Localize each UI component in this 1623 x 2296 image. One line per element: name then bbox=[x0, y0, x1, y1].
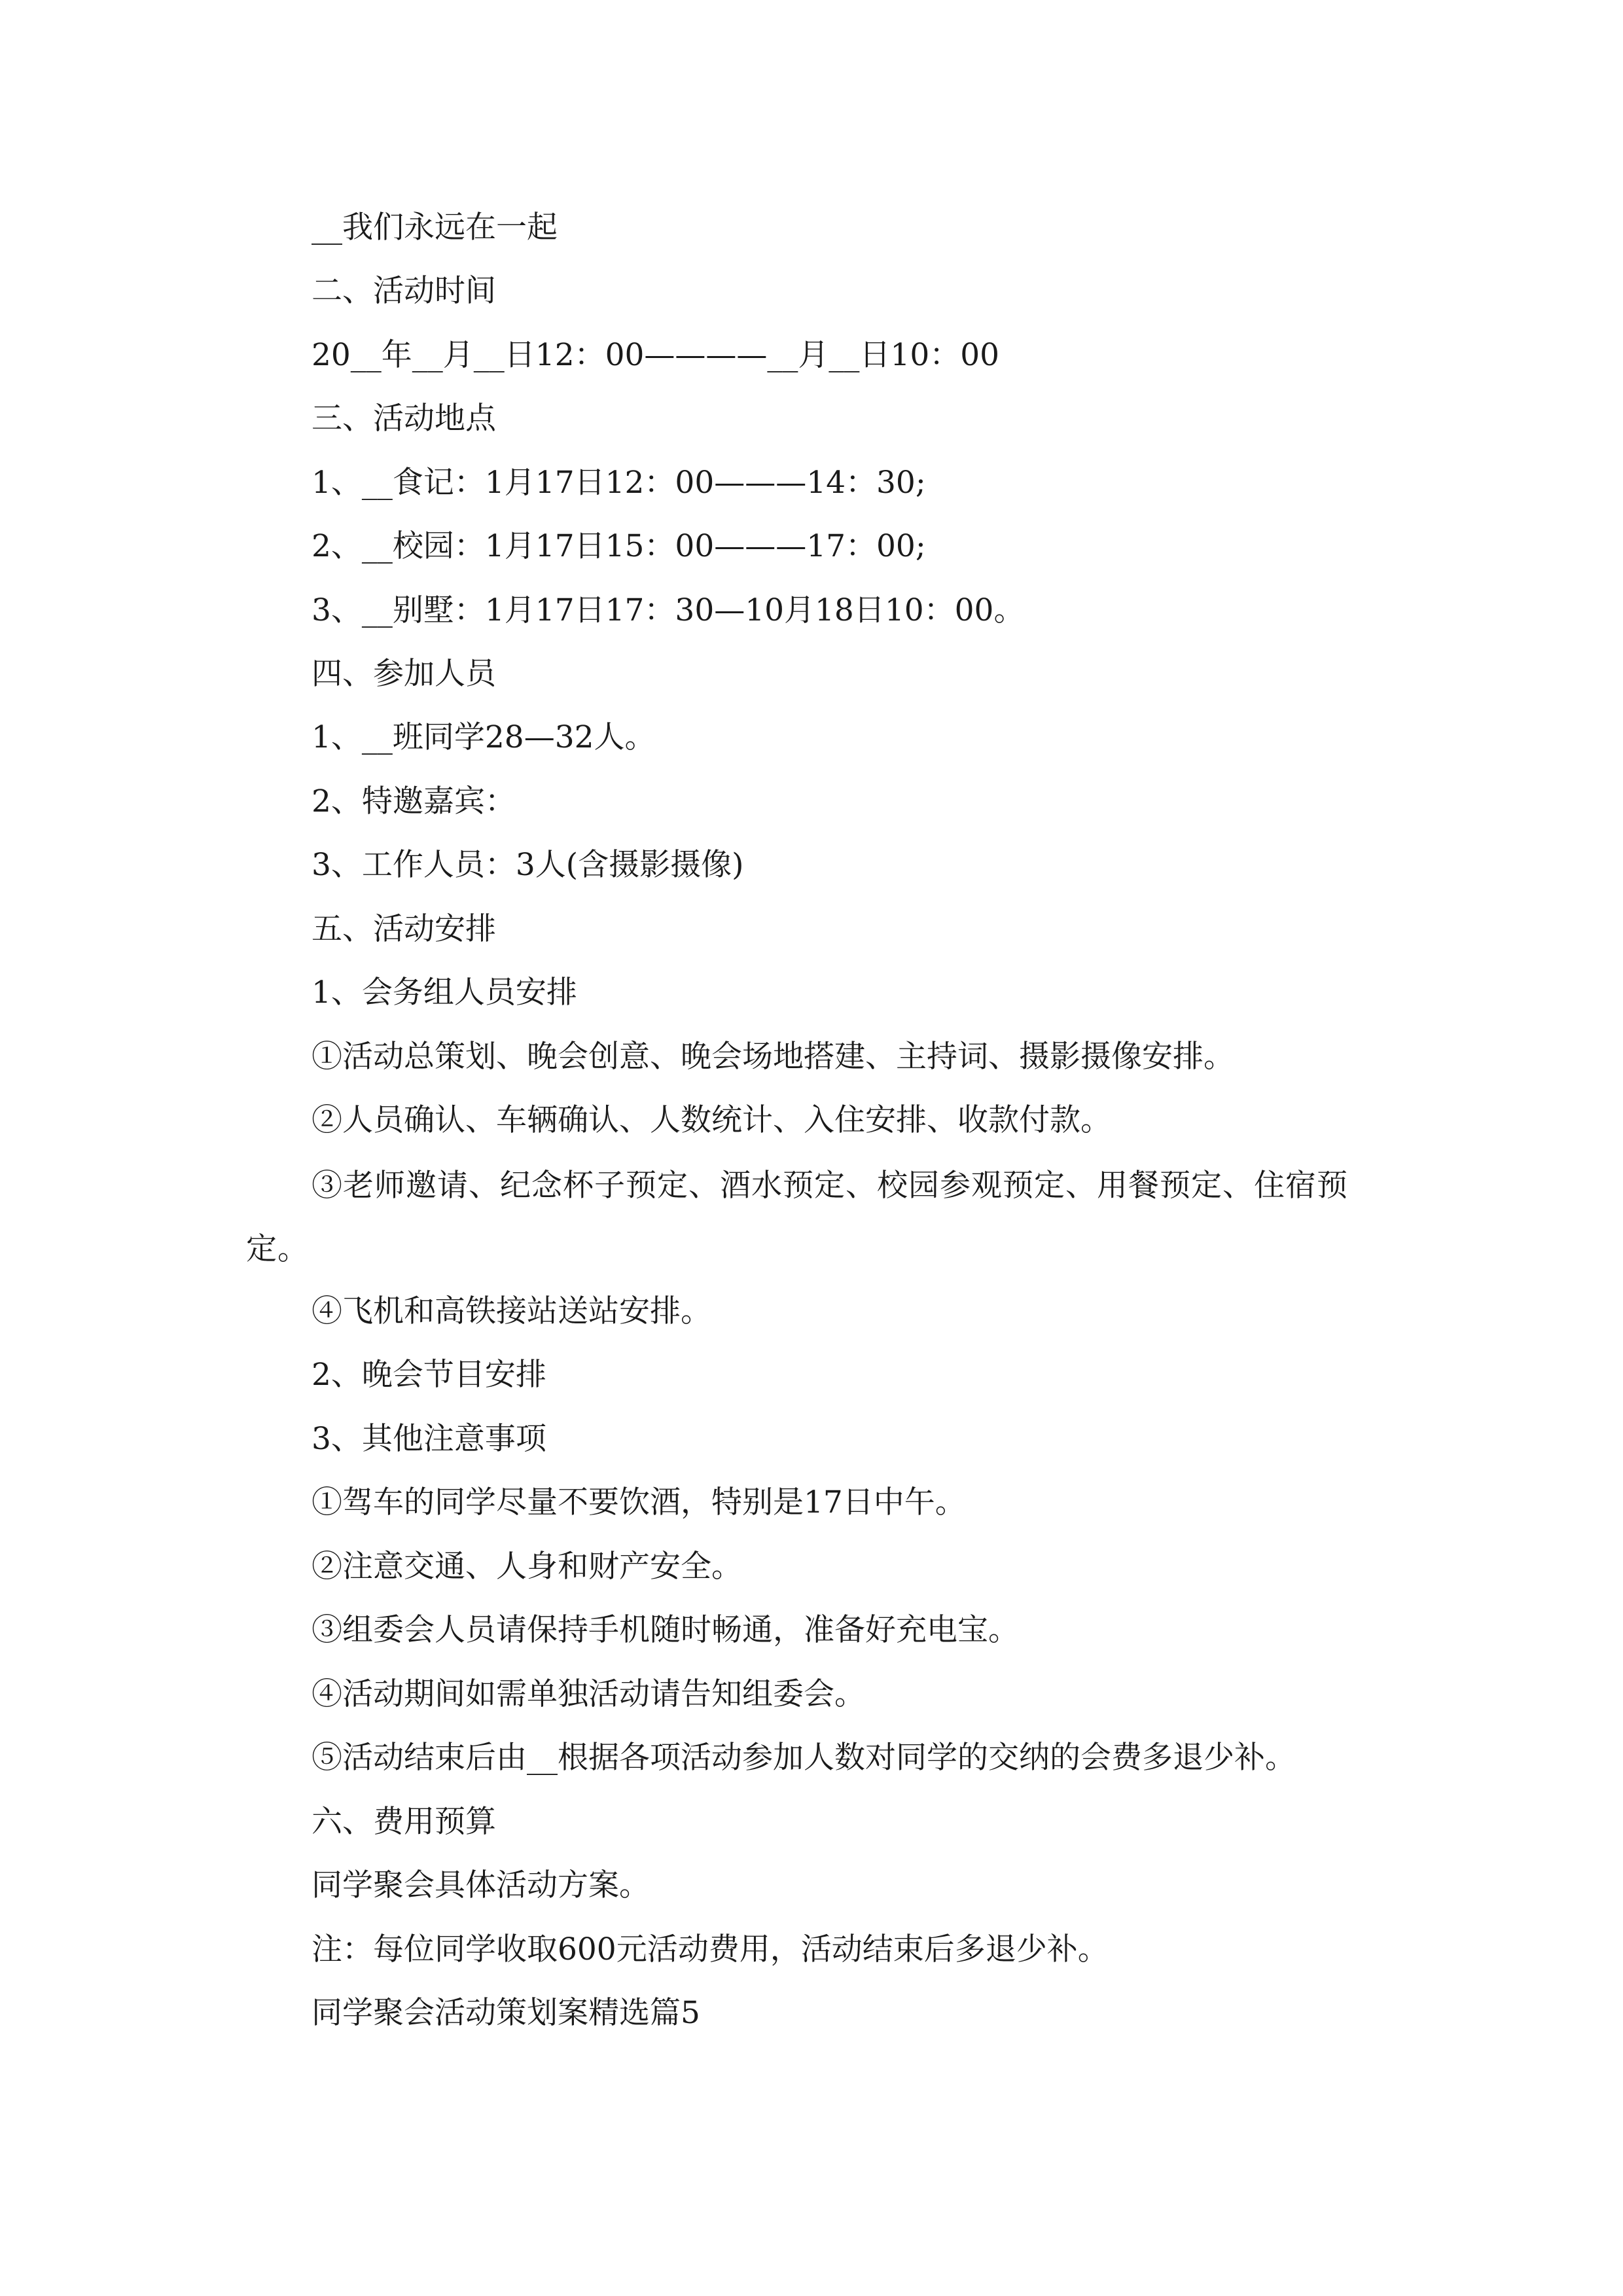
arrangement-item-4: ④飞机和高铁接站送站安排。 bbox=[312, 1293, 711, 1329]
text-line-1: __我们永远在一起 bbox=[312, 209, 558, 245]
participants-item-3: 3、工作人员：3人(含摄影摄像) bbox=[312, 847, 744, 883]
location-item-2: 2、__校园：1月17日15：00———17：00; bbox=[312, 528, 926, 564]
participants-item-1: 1、__班同学28—32人。 bbox=[312, 719, 656, 755]
location-item-1: 1、__食记：1月17日12：00———14：30; bbox=[312, 465, 926, 501]
section-heading-arrangement: 五、活动安排 bbox=[312, 911, 496, 947]
arrangement-subheading-3: 3、其他注意事项 bbox=[312, 1421, 546, 1457]
budget-text: 同学聚会具体活动方案。 bbox=[312, 1867, 650, 1903]
text-line-time: 20__年__月__日12：00————__月__日10：00 bbox=[312, 337, 1000, 373]
section-heading-location: 三、活动地点 bbox=[312, 401, 496, 437]
arrangement-item-2: ②人员确认、车辆确认、人数统计、入住安排、收款付款。 bbox=[312, 1102, 1111, 1138]
arrangement-subheading-2: 2、晚会节目安排 bbox=[312, 1357, 546, 1393]
budget-note: 注：每位同学收取600元活动费用，活动结束后多退少补。 bbox=[312, 1931, 1109, 1967]
section-heading-budget: 六、费用预算 bbox=[312, 1804, 496, 1840]
participants-item-2: 2、特邀嘉宾： bbox=[312, 783, 516, 819]
section-heading-participants: 四、参加人员 bbox=[312, 656, 496, 692]
section-heading-time: 二、活动时间 bbox=[312, 273, 496, 309]
arrangement-item-1: ①活动总策划、晚会创意、晚会场地搭建、主持词、摄影摄像安排。 bbox=[312, 1039, 1234, 1075]
notice-item-1: ①驾车的同学尽量不要饮酒，特别是17日中午。 bbox=[312, 1484, 966, 1520]
notice-item-3: ③组委会人员请保持手机随时畅通，准备好充电宝。 bbox=[312, 1612, 1019, 1648]
notice-item-4: ④活动期间如需单独活动请告知组委会。 bbox=[312, 1676, 865, 1712]
arrangement-subheading-1: 1、会务组人员安排 bbox=[312, 975, 577, 1011]
location-item-3: 3、__别墅：1月17日17：30—10月18日10：00。 bbox=[312, 592, 1025, 628]
next-article-title: 同学聚会活动策划案精选篇5 bbox=[312, 1995, 700, 2031]
notice-item-2: ②注意交通、人身和财产安全。 bbox=[312, 1549, 742, 1585]
arrangement-item-3: ③老师邀请、纪念杯子预定、酒水预定、校园参观预定、用餐预定、住宿预定。 bbox=[246, 1168, 1348, 1267]
notice-item-5: ⑤活动结束后由__根据各项活动参加人数对同学的交纳的会费多退少补。 bbox=[312, 1740, 1296, 1776]
